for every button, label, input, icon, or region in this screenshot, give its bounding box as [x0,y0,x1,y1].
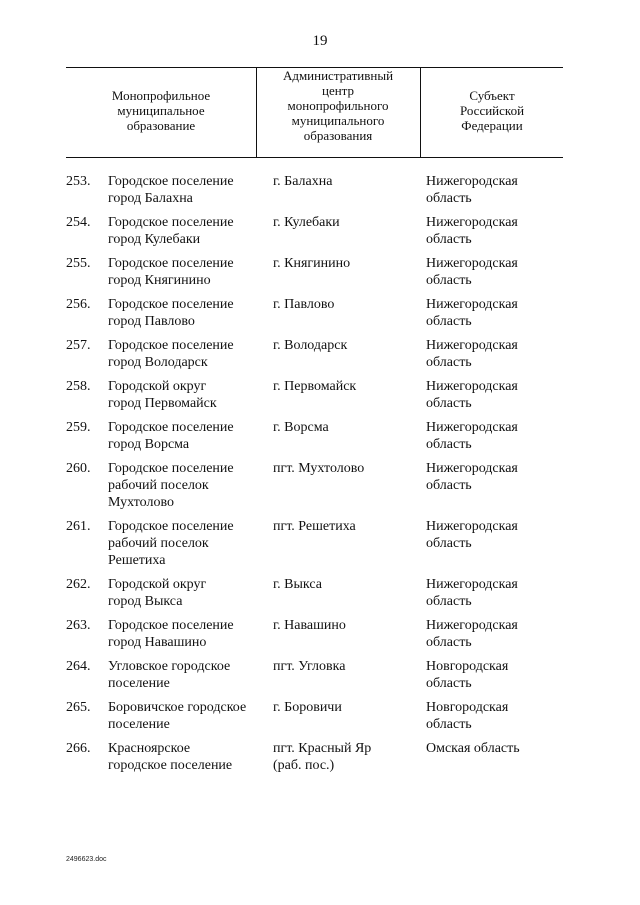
federal-subject-line: область [426,594,472,609]
municipality-line: Решетиха [108,553,166,568]
municipality-line: Городское поселение [108,461,234,476]
admin-center-cell [273,740,421,774]
federal-subject-line: Нижегородская [426,256,518,271]
document-filename: 2496623.doc [66,856,107,863]
municipality-cell [108,255,268,289]
municipality-line: поселение [108,676,170,691]
header-admin-center [258,68,418,143]
federal-subject-cell [426,214,566,248]
municipality-line: город Володарск [108,355,208,370]
federal-subject-line: Нижегородская [426,519,518,534]
federal-subject-line: Нижегородская [426,174,518,189]
header-divider-1 [256,67,257,157]
row-number: 263. [66,618,91,633]
federal-subject-cell [426,699,566,733]
admin-center-line: г. Княгинино [273,256,351,271]
federal-subject-cell [426,337,566,371]
admin-center-line: г. Кулебаки [273,215,340,230]
header-admin-center-line: центр [321,83,355,98]
admin-center-line: пгт. Решетиха [273,519,356,534]
admin-center-cell [273,617,421,634]
municipality-line: Городское поселение [108,256,234,271]
row-number: 255. [66,256,91,271]
municipality-cell [108,658,268,692]
municipality-line: Городское поселение [108,215,234,230]
header-admin-center-line: муниципального [291,113,385,128]
header-admin-center-line: монопрофильного [287,98,389,113]
federal-subject-line: область [426,437,472,452]
federal-subject-line: область [426,396,472,411]
federal-subject-cell [426,518,566,552]
municipality-line: Городской округ [108,379,207,394]
header-admin-center-line: образования [303,128,373,143]
admin-center-line: (раб. пос.) [273,758,335,773]
admin-center-cell [273,518,421,535]
row-number: 258. [66,379,91,394]
municipality-line: Боровичское городское [108,700,247,715]
federal-subject-cell [426,576,566,610]
federal-subject-line: область [426,676,472,691]
municipality-line: город Ворсма [108,437,190,452]
municipality-line: рабочий поселок [108,536,209,551]
page-number: 19 [312,33,328,49]
municipality-line: поселение [108,717,170,732]
municipality-cell [108,173,268,207]
federal-subject-line: область [426,478,472,493]
header-federal-subject-line: Субъект [469,88,515,103]
admin-center-line: г. Боровичи [273,700,342,715]
header-admin-center-line: Административный [282,68,394,83]
row-number: 257. [66,338,91,353]
municipality-line: рабочий поселок [108,478,209,493]
header-federal-subject-line: Российской [459,103,525,118]
federal-subject-cell [426,378,566,412]
federal-subject-cell [426,173,566,207]
admin-center-line: г. Павлово [273,297,335,312]
municipality-line: город Балахна [108,191,193,206]
federal-subject-cell [426,419,566,453]
municipality-cell [108,518,268,569]
admin-center-cell [273,255,421,272]
municipality-line: город Княгинино [108,273,211,288]
municipality-cell [108,699,268,733]
row-number: 256. [66,297,91,312]
admin-center-line: г. Ворсма [273,420,329,435]
municipality-cell [108,296,268,330]
federal-subject-line: Омская область [426,741,520,756]
federal-subject-line: область [426,536,472,551]
federal-subject-line: область [426,232,472,247]
federal-subject-line: область [426,635,472,650]
admin-center-line: г. Первомайск [273,379,357,394]
federal-subject-line: Новгородская [426,659,509,674]
header-municipality-line: Монопрофильное [111,88,211,103]
municipality-line: город Выкса [108,594,183,609]
header-federal-subject [422,88,562,133]
header-municipality [68,88,254,133]
row-number: 253. [66,174,91,189]
federal-subject-line: Нижегородская [426,461,518,476]
federal-subject-line: область [426,314,472,329]
row-number: 262. [66,577,91,592]
federal-subject-cell [426,658,566,692]
federal-subject-cell [426,296,566,330]
municipality-cell [108,419,268,453]
municipality-line: город Первомайск [108,396,217,411]
municipality-cell [108,337,268,371]
federal-subject-cell [426,617,566,651]
municipality-cell [108,740,268,774]
federal-subject-line: Нижегородская [426,297,518,312]
federal-subject-line: Нижегородская [426,420,518,435]
municipality-line: город Навашино [108,635,207,650]
federal-subject-line: область [426,717,472,732]
row-number: 266. [66,741,91,756]
admin-center-line: г. Балахна [273,174,333,189]
municipality-cell [108,576,268,610]
federal-subject-cell [426,460,566,494]
federal-subject-cell [426,255,566,289]
row-number: 265. [66,700,91,715]
table-header-bottom-rule [66,157,563,158]
admin-center-cell [273,296,421,313]
admin-center-line: пгт. Мухтолово [273,461,365,476]
admin-center-line: г. Володарск [273,338,348,353]
admin-center-cell [273,337,421,354]
admin-center-cell [273,214,421,231]
municipality-line: Городское поселение [108,174,234,189]
municipality-line: Городское поселение [108,420,234,435]
row-number: 260. [66,461,91,476]
municipality-cell [108,617,268,651]
municipality-line: Городское поселение [108,297,234,312]
municipality-line: Городское поселение [108,519,234,534]
admin-center-cell [273,378,421,395]
federal-subject-cell [426,740,566,757]
admin-center-line: пгт. Красный Яр [273,741,372,756]
header-divider-2 [420,67,421,157]
header-federal-subject-line: Федерации [461,118,523,133]
admin-center-cell [273,699,421,716]
municipality-line: Городское поселение [108,618,234,633]
federal-subject-line: область [426,273,472,288]
federal-subject-line: область [426,191,472,206]
municipality-cell [108,378,268,412]
municipality-line: городское поселение [108,758,233,773]
admin-center-line: г. Навашино [273,618,346,633]
federal-subject-line: Нижегородская [426,338,518,353]
municipality-cell [108,460,268,511]
municipality-line: город Павлово [108,314,195,329]
municipality-line: Городское поселение [108,338,234,353]
municipality-line: Мухтолово [108,495,175,510]
row-number: 259. [66,420,91,435]
admin-center-cell [273,658,421,675]
municipality-line: Угловское городское [108,659,231,674]
admin-center-cell [273,576,421,593]
federal-subject-line: Нижегородская [426,618,518,633]
admin-center-line: пгт. Угловка [273,659,346,674]
row-number: 254. [66,215,91,230]
federal-subject-line: Нижегородская [426,577,518,592]
row-number: 261. [66,519,91,534]
municipality-cell [108,214,268,248]
admin-center-cell [273,419,421,436]
municipality-line: город Кулебаки [108,232,201,247]
row-number: 264. [66,659,91,674]
header-municipality-line: муниципальное [117,103,205,118]
admin-center-cell [273,460,421,477]
federal-subject-line: Нижегородская [426,379,518,394]
admin-center-line: г. Выкса [273,577,322,592]
federal-subject-line: Нижегородская [426,215,518,230]
federal-subject-line: Новгородская [426,700,509,715]
admin-center-cell [273,173,421,190]
municipality-line: Красноярское [108,741,191,756]
municipality-line: Городской округ [108,577,207,592]
header-municipality-line: образование [126,118,196,133]
federal-subject-line: область [426,355,472,370]
